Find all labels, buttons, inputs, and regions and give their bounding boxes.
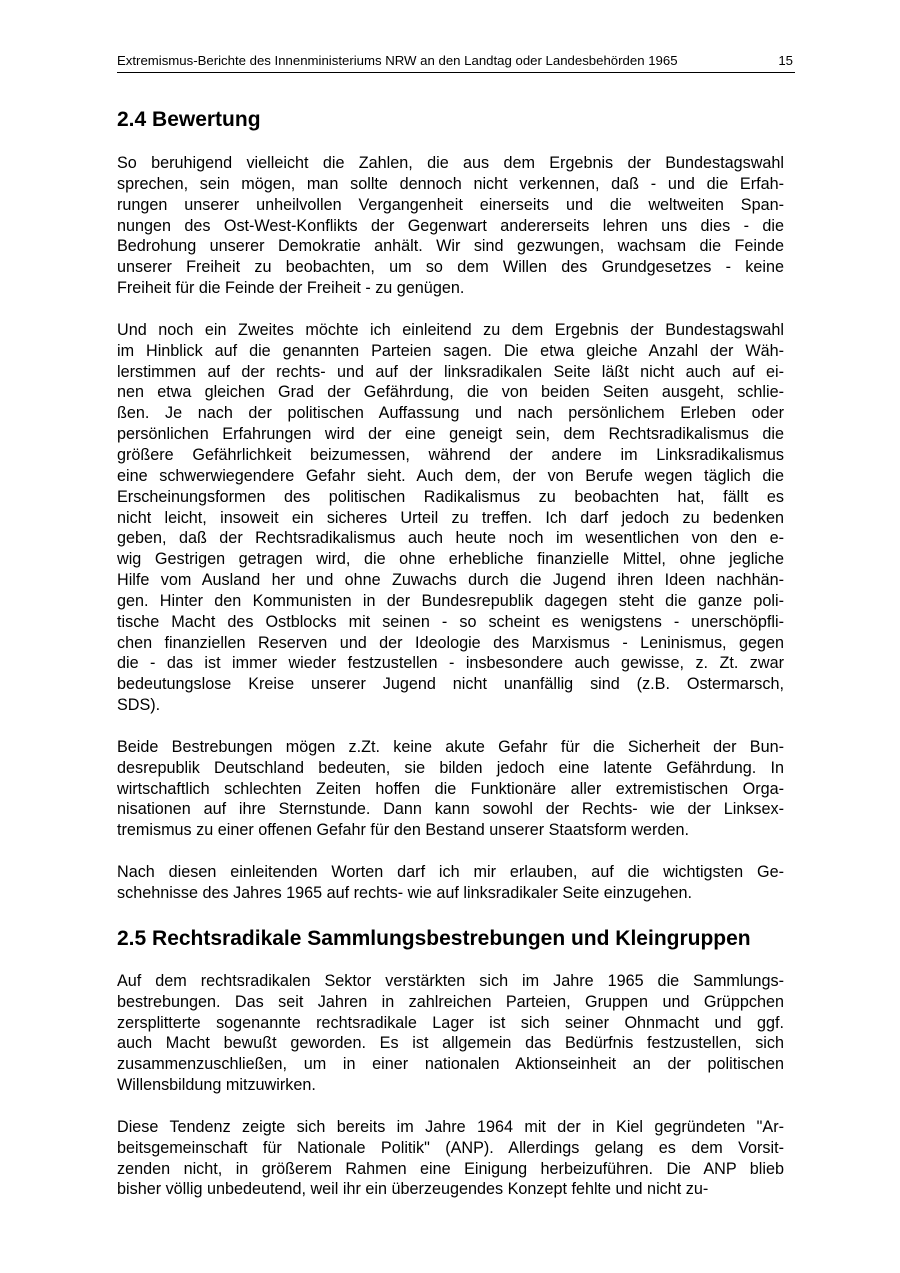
- text-line: geben, daß der Rechtsradikalismus auch heute noch im wesentlichen von den e-: [117, 529, 784, 548]
- section-heading-2-5: 2.5 Rechtsradikale Sammlungsbestrebungen und Kleingruppen: [117, 926, 751, 950]
- text-line: eine schwerwiegendere Gefahr sieht. Auch dem, der von Berufe wegen täglich die: [117, 466, 784, 485]
- text-line: zusammenzuschließen, um in einer nationalen Aktionseinheit an der politischen: [117, 1055, 784, 1074]
- text-line: im Hinblick auf die genannten Parteien sagen. Die etwa gleiche Anzahl der Wäh-: [117, 341, 784, 360]
- text-line: schehnisse des Jahres 1965 auf rechts- wie auf linksradikaler Seite einzugehen.: [117, 884, 692, 902]
- text-line: chen finanziellen Reserven und der Ideologie des Marxismus - Leninismus, gegen: [117, 633, 784, 652]
- page-number: 15: [778, 53, 793, 68]
- text-line: bestrebungen. Das seit Jahren in zahlreichen Parteien, Gruppen und Grüppchen: [117, 992, 784, 1011]
- text-line: beitsgemeinschaft für Nationale Politik" (ANP). Allerdings gelang es dem Vorsit-: [117, 1138, 784, 1157]
- text-line: nisationen auf ihre Sternstunde. Dann kann sowohl der Rechts- wie der Linksex-: [117, 800, 784, 819]
- text-line: bedeutungslose Kreise unserer Jugend nicht unanfällig sind (z.B. Ostermarsch,: [117, 675, 784, 694]
- running-header-title: Extremismus-Berichte des Innenministeriums NRW an den Landtag oder Landesbehörden 1965: [117, 53, 678, 68]
- paragraph: [117, 320, 784, 716]
- text-line: wig Gestrigen getragen wird, die ohne erhebliche finanzielle Mittel, ohne jegliche: [117, 550, 784, 569]
- text-line: Hilfe vom Ausland her und ohne Zuwachs durch die Jugend ihren Ideen nachhän-: [117, 571, 784, 590]
- text-line: lerstimmen auf der rechts- und auf der linksradikalen Seite läßt nicht auch auf ei-: [117, 362, 784, 381]
- text-line: tische Macht des Ostblocks mit seinen - so scheint es wenigstens - unerschöpfli-: [117, 612, 784, 631]
- text-line: gen. Hinter den Kommunisten in der Bundesrepublik dagegen steht die ganze poli-: [117, 591, 784, 610]
- text-line: Bedrohung unserer Demokratie anhält. Wir sind gezwungen, wachsam die Feinde: [117, 237, 784, 256]
- text-line: größere Gefährlichkeit beizumessen, während der andere im Linksradikalismus: [117, 445, 784, 464]
- text-line: desrepublik Deutschland bedeuten, sie bilden jedoch eine latente Gefährdung. In: [117, 758, 784, 777]
- text-line: Diese Tendenz zeigte sich bereits im Jahre 1964 mit der in Kiel gegründeten "Ar-: [117, 1117, 784, 1136]
- text-line: rungen unserer unheilvollen Vergangenheit einerseits und die weltweiten Span-: [117, 195, 784, 214]
- section-2-4-body: [117, 153, 784, 904]
- text-line: wirtschaftlich schlechten Zeiten hoffen die Funktionäre aller extremistischen Orga-: [117, 779, 784, 798]
- paragraph: [117, 862, 784, 904]
- text-line: Nach diesen einleitenden Worten darf ich mir erlauben, auf die wichtigsten Ge-: [117, 863, 784, 882]
- text-line: sprechen, sein mögen, man sollte dennoch nicht verkennen, daß - und die Erfah-: [117, 174, 784, 193]
- text-line: unserer Freiheit zu beobachten, um so dem Willen des Grundgesetzes - keine: [117, 258, 784, 277]
- section-heading-2-4: 2.4 Bewertung: [117, 108, 261, 131]
- text-line: zersplitterte sogenannte rechtsradikale Lager ist sich seiner Ohnmacht und ggf.: [117, 1013, 784, 1032]
- text-line: nen etwa gleichen Grad der Gefährdung, die von beiden Seiten ausgeht, schlie-: [117, 383, 784, 402]
- text-line: tremismus zu einer offenen Gefahr für den Bestand unserer Staatsform werden.: [117, 821, 689, 840]
- running-header: [117, 52, 795, 73]
- text-line: Willensbildung mitzuwirken.: [117, 1076, 316, 1095]
- text-line: auch Macht bewußt geworden. Es ist allgemein das Bedürfnis festzustellen, sich: [117, 1034, 784, 1053]
- paragraph: [117, 1117, 784, 1200]
- text-line: nungen des Ost-West-Konflikts der Gegenwart andererseits lehren uns dies - die: [117, 216, 784, 235]
- text-line: ßen. Je nach der politischen Auffassung und nach persönlichem Erleben oder: [117, 404, 784, 423]
- paragraph: [117, 737, 784, 841]
- text-line: persönlichen Erfahrungen wird der eine geneigt sein, dem Rechtsradikalismus die: [117, 425, 784, 444]
- text-line: Beide Bestrebungen mögen z.Zt. keine akute Gefahr für die Sicherheit der Bun-: [117, 737, 784, 756]
- text-line: bisher völlig unbedeutend, weil ihr ein überzeugendes Konzept fehlte und nicht zu-: [117, 1180, 709, 1199]
- page-body: [117, 106, 784, 1221]
- text-line: Auf dem rechtsradikalen Sektor verstärkten sich im Jahre 1965 die Sammlungs-: [117, 971, 784, 990]
- text-line: Erscheinungsformen des politischen Radikalismus zu beobachten hat, fällt es: [117, 487, 784, 506]
- paragraph: [117, 153, 784, 299]
- section-2-5-body: [117, 971, 784, 1200]
- text-line: nicht leicht, insoweit ein sicheres Urteil zu treffen. Ich darf jedoch zu bedenken: [117, 508, 784, 527]
- text-line: die - das ist immer wieder festzustellen - insbesondere auch gewisse, z. Zt. zwar: [117, 654, 784, 673]
- text-line: Und noch ein Zweites möchte ich einleitend zu dem Ergebnis der Bundestagswahl: [117, 320, 784, 339]
- paragraph: [117, 971, 784, 1096]
- text-line: SDS).: [117, 696, 161, 715]
- text-line: Freiheit für die Feinde der Freiheit - zu genügen.: [117, 279, 465, 298]
- text-line: So beruhigend vielleicht die Zahlen, die aus dem Ergebnis der Bundestagswahl: [117, 154, 784, 172]
- text-line: zenden nicht, in größerem Rahmen eine Einigung herbeizuführen. Die ANP blieb: [117, 1159, 784, 1178]
